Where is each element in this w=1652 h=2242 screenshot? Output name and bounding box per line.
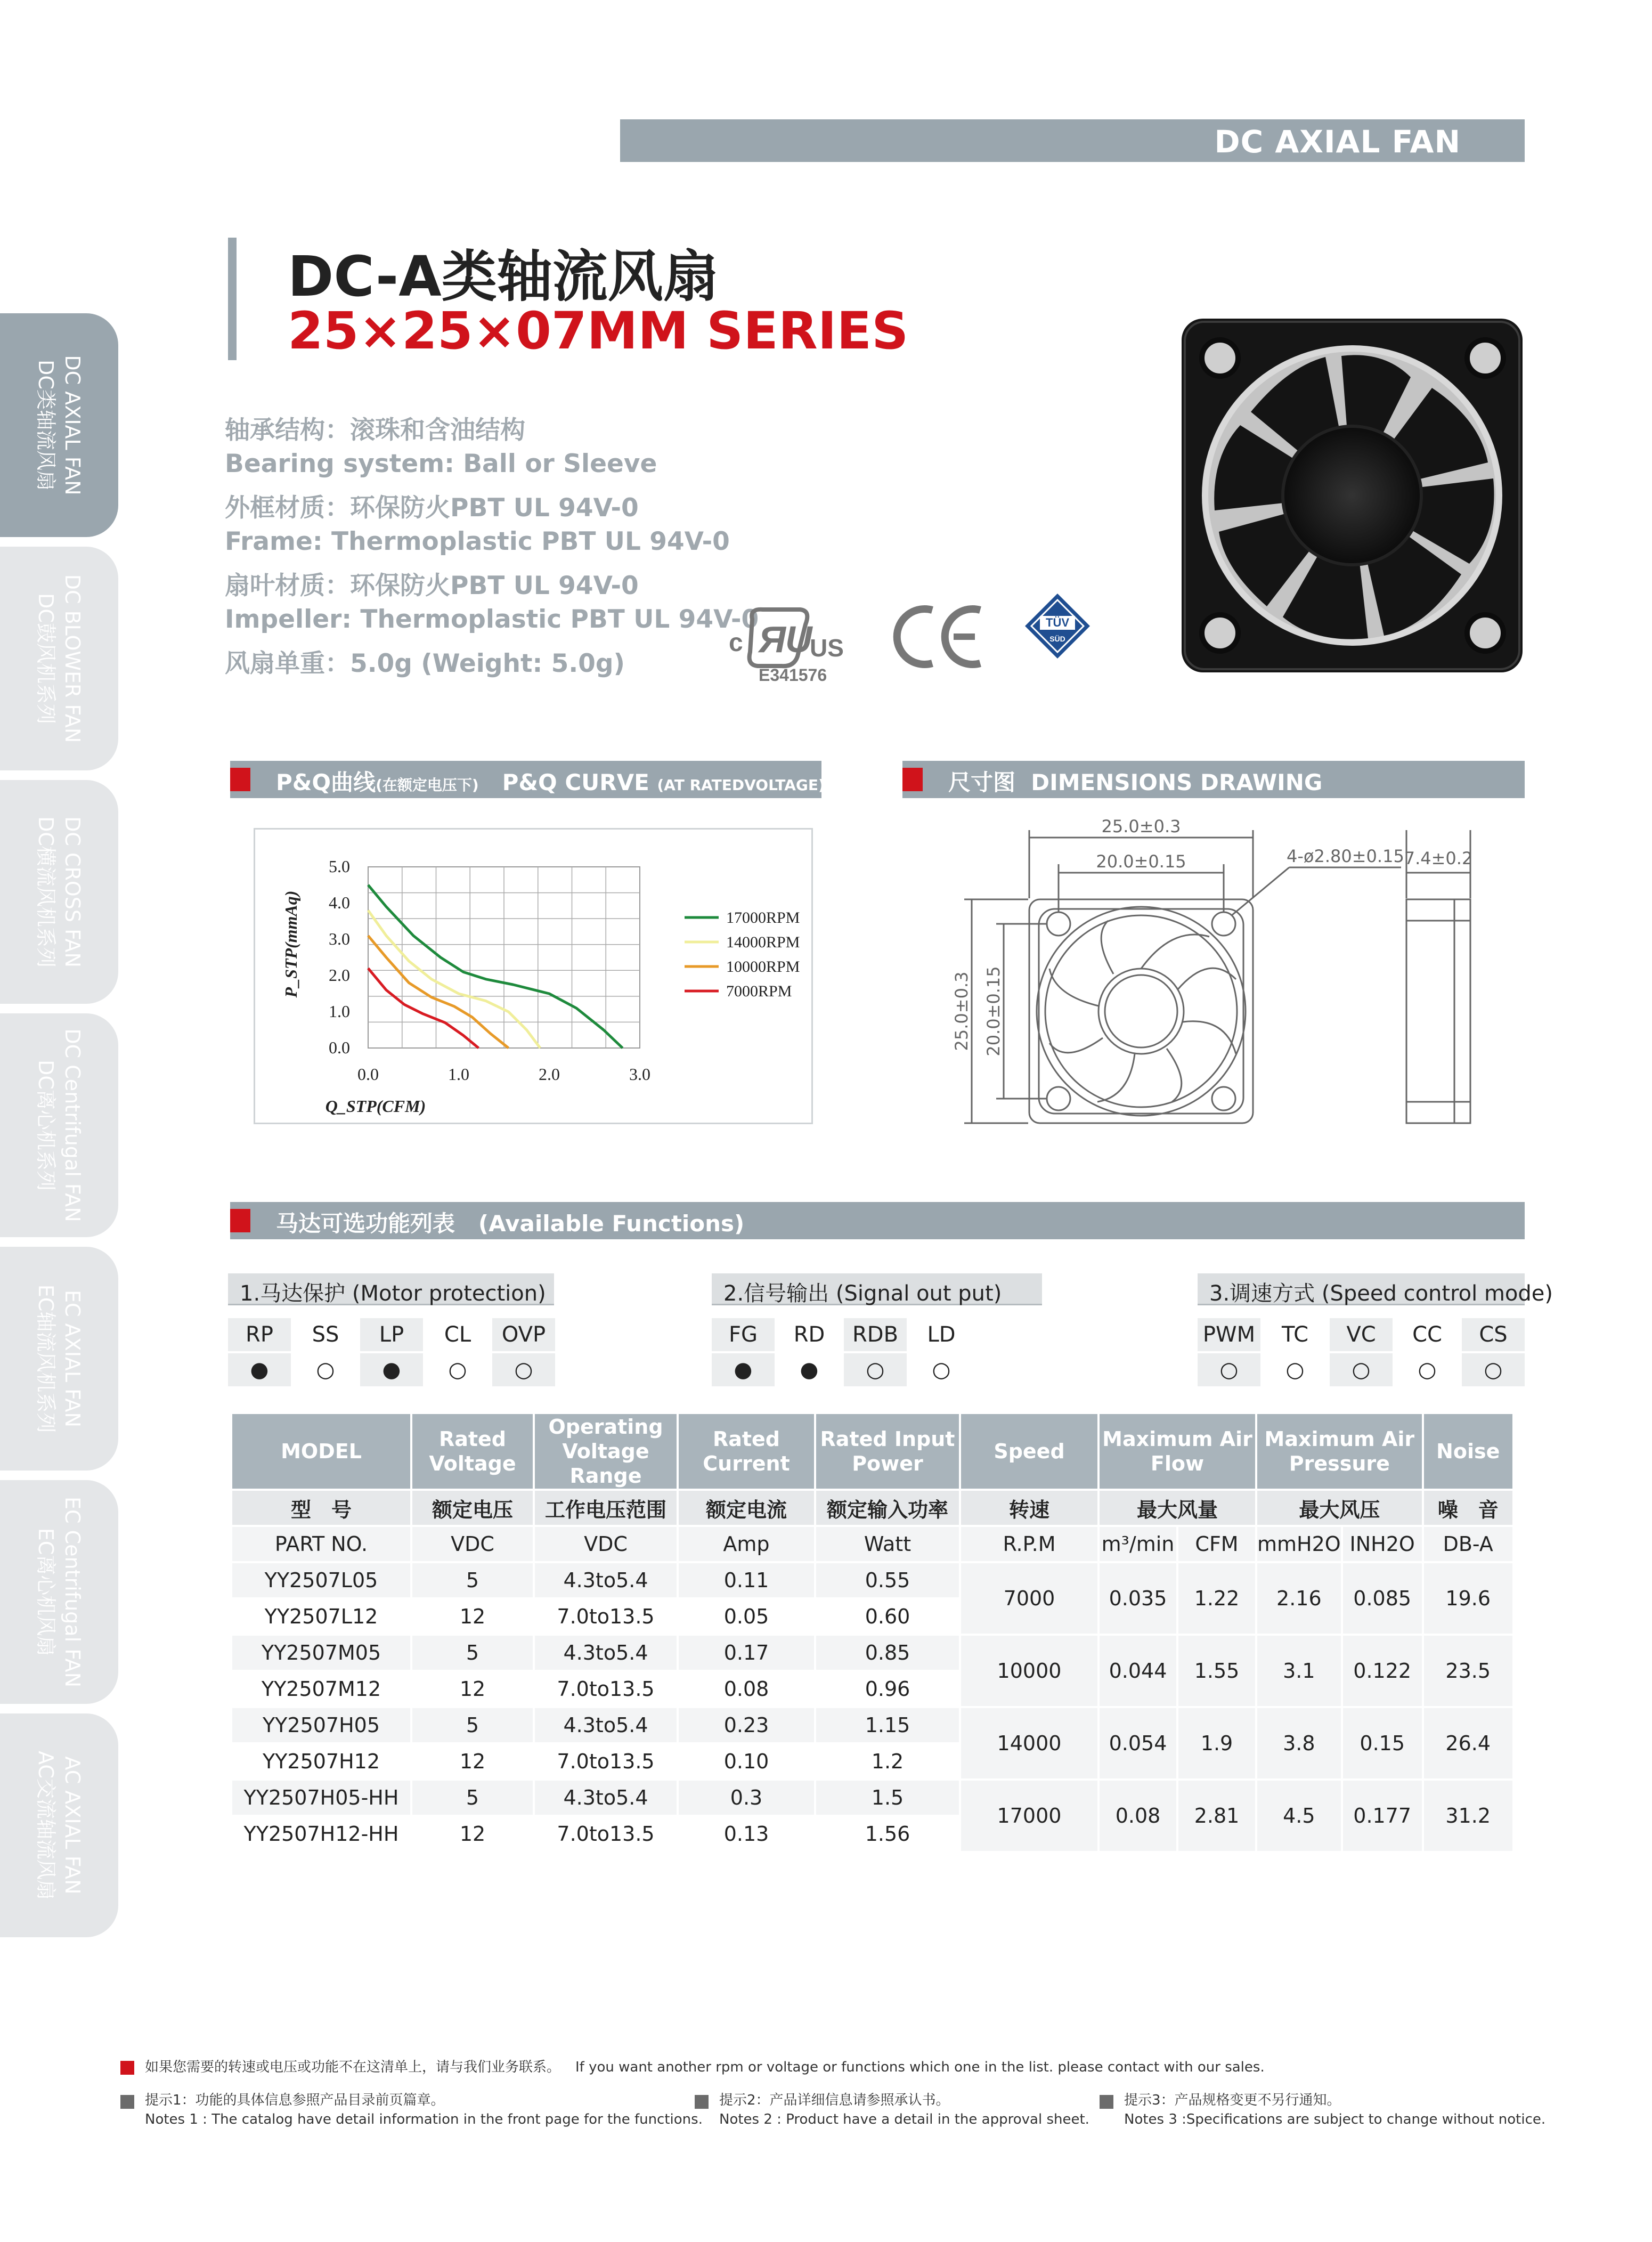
function-list-motor-protection <box>228 1318 558 1387</box>
x-tick-label: 3.0 <box>629 1065 650 1084</box>
series-line-14000rpm <box>368 911 540 1048</box>
function-indicator: ○ <box>932 1358 951 1382</box>
y-tick-label: 5.0 <box>329 857 350 876</box>
footer-red-marker <box>120 2061 134 2075</box>
column-header-cn: 最大风量 <box>1100 1491 1255 1525</box>
function-group-title: 2.信号输出 (Signal out put) <box>723 1281 1002 1306</box>
sidebar-tab-dc-blower[interactable] <box>0 547 118 770</box>
table-cell-merged: 10000 <box>961 1636 1097 1706</box>
x-tick-label: 1.0 <box>448 1065 469 1084</box>
table-cell-merged: 0.177 <box>1343 1781 1422 1851</box>
table-cell-merged: 2.16 <box>1257 1563 1341 1634</box>
spec-table <box>230 1412 1515 1853</box>
column-header-cn: 工作电压范围 <box>535 1491 677 1525</box>
table-row <box>232 1636 1512 1670</box>
table-cell-merged: 7000 <box>961 1563 1097 1634</box>
function-code: RP <box>228 1318 291 1351</box>
function-group-motor-protection <box>228 1273 554 1305</box>
function-indicator: ○ <box>1330 1353 1393 1386</box>
sidebar-tab-dc-axial[interactable] <box>0 313 118 537</box>
sidebar-tab-label-cn: DC类轴流风扇 <box>34 360 58 491</box>
table-cell: 0.23 <box>679 1708 814 1742</box>
note-3-en: Notes 3 :Specifications are subject to change without notice. <box>1124 2111 1546 2127</box>
ul-recognized-icon <box>726 603 880 683</box>
table-cell: 0.3 <box>679 1781 814 1815</box>
spec-line: 风扇单重：5.0g (Weight: 5.0g) <box>225 649 625 678</box>
table-cell: 1.2 <box>816 1744 959 1778</box>
function-indicator: ○ <box>316 1358 335 1382</box>
function-code: CL <box>444 1322 471 1347</box>
section-title-pq: P&Q曲线(在额定电压下) P&Q CURVE (AT RATEDVOLTAGE) <box>276 769 825 795</box>
unit-cell: R.P.M <box>961 1527 1097 1561</box>
function-indicator: ○ <box>492 1353 555 1386</box>
section-marker <box>902 768 923 791</box>
table-cell-merged: 0.122 <box>1343 1636 1422 1706</box>
spec-line: 外框材质：环保防火PBT UL 94V-0 <box>225 493 639 523</box>
sidebar-tab-label-cn: EC离心机风扇 <box>34 1528 58 1656</box>
column-header: Operating Voltage Range <box>535 1414 677 1489</box>
table-cell: 7.0to13.5 <box>535 1817 677 1851</box>
y-tick-label: 4.0 <box>329 893 350 912</box>
sidebar-tab-label-cn: DC横流风机系列 <box>34 816 58 968</box>
table-cell: 1.5 <box>816 1781 959 1815</box>
ul-file-number: E341576 <box>759 665 827 685</box>
note-marker <box>695 2095 709 2109</box>
function-code: TC <box>1281 1322 1309 1347</box>
unit-cell: Amp <box>679 1527 814 1561</box>
note-marker <box>1100 2095 1113 2109</box>
table-cell: 1.15 <box>816 1708 959 1742</box>
x-axis-label: Q_STP(CFM) <box>325 1096 426 1116</box>
sidebar-tab-dc-centrifugal[interactable] <box>0 1013 118 1237</box>
note-2-cn: 提示2：产品详细信息请参照承认书。 <box>719 2092 950 2108</box>
table-row <box>232 1781 1512 1815</box>
function-indicator: ● <box>360 1353 423 1386</box>
function-list-signal-output <box>712 1318 978 1387</box>
table-cell: 12 <box>412 1599 533 1634</box>
function-indicator: ● <box>800 1358 819 1382</box>
sidebar-tab-ac-axial[interactable] <box>0 1713 118 1937</box>
function-group-title: 3.调速方式 (Speed control mode) <box>1209 1281 1553 1306</box>
function-indicator: ○ <box>844 1353 907 1386</box>
function-indicator: ○ <box>448 1358 467 1382</box>
unit-cell: VDC <box>412 1527 533 1561</box>
table-cell: 12 <box>412 1672 533 1706</box>
y-tick-label: 2.0 <box>329 965 350 985</box>
sidebar-tab-label-cn: EC轴流风机系列 <box>34 1284 58 1433</box>
dim-thickness: 7.4±0.2 <box>1404 848 1473 868</box>
table-cell: 5 <box>412 1781 533 1815</box>
table-cell: 0.55 <box>816 1563 959 1597</box>
page-title: DC-A类轴流风扇 <box>288 244 719 309</box>
table-cell-merged: 0.035 <box>1100 1563 1176 1634</box>
sidebar-tab-dc-cross[interactable] <box>0 780 118 1004</box>
column-header-cn: 额定输入功率 <box>816 1491 959 1525</box>
function-indicator: ● <box>712 1353 775 1386</box>
x-tick-label: 2.0 <box>539 1065 560 1084</box>
sidebar-tab-label: EC AXIAL FAN <box>61 1290 84 1427</box>
footer-contact-en: If you want another rpm or voltage or functions which one in the list. please contact with our sales. <box>575 2059 1265 2075</box>
spec-line: 轴承结构：滚珠和含油结构 <box>225 416 525 445</box>
spec-line: Impeller: Thermoplastic PBT UL 94V-0 <box>225 605 759 634</box>
table-cell: YY2507H05 <box>232 1708 410 1742</box>
spec-line: 扇叶材质：环保防火PBT UL 94V-0 <box>225 571 639 600</box>
dim-hole-pitch: 20.0±0.15 <box>1096 851 1186 872</box>
dim-outer-height: 25.0±0.3 <box>951 971 972 1051</box>
table-cell: 1.56 <box>816 1817 959 1851</box>
table-cell-merged: 17000 <box>961 1781 1097 1851</box>
function-group-speed-control <box>1198 1273 1553 1306</box>
sidebar-tab-label-cn: DC鼓风机系列 <box>34 593 58 724</box>
note-1-en: Notes 1 : The catalog have detail information in the front page for the functions. <box>145 2111 703 2127</box>
unit-cell: Watt <box>816 1527 959 1561</box>
table-cell-merged: 0.15 <box>1343 1708 1422 1778</box>
table-cell: 4.3to5.4 <box>535 1708 677 1742</box>
legend-label: 7000RPM <box>726 982 792 1000</box>
dimension-drawing <box>951 816 1502 1139</box>
ul-c-text: c <box>729 629 743 657</box>
table-cell: 5 <box>412 1708 533 1742</box>
table-cell-merged: 26.4 <box>1424 1708 1512 1778</box>
table-cell: 0.05 <box>679 1599 814 1634</box>
function-indicator: ○ <box>1418 1358 1437 1382</box>
table-cell-merged: 3.8 <box>1257 1708 1341 1778</box>
legend-label: 14000RPM <box>726 933 800 951</box>
table-cell: 0.11 <box>679 1563 814 1597</box>
table-cell-merged: 1.55 <box>1178 1636 1255 1706</box>
table-row <box>232 1563 1512 1597</box>
sidebar-tab-label: DC CROSS FAN <box>61 816 84 968</box>
function-group-signal-output <box>712 1273 1042 1305</box>
pq-chart <box>255 830 811 1123</box>
table-cell: 0.85 <box>816 1636 959 1670</box>
column-header: Rated Current <box>679 1414 814 1489</box>
note-marker <box>120 2095 134 2109</box>
function-code: VC <box>1330 1318 1393 1351</box>
table-row <box>232 1708 1512 1742</box>
table-cell: 0.17 <box>679 1636 814 1670</box>
table-cell: 12 <box>412 1744 533 1778</box>
y-tick-label: 0.0 <box>329 1038 350 1057</box>
spec-line: Frame: Thermoplastic PBT UL 94V-0 <box>225 527 730 556</box>
dim-pitch-height: 20.0±0.15 <box>983 966 1004 1057</box>
unit-cell: VDC <box>535 1527 677 1561</box>
table-cell-merged: 0.054 <box>1100 1708 1176 1778</box>
section-header-dimensions <box>902 761 1525 798</box>
note-2-en: Notes 2 : Product have a detail in the approval sheet. <box>719 2111 1089 2127</box>
sidebar-tab-ec-centrifugal[interactable] <box>0 1480 118 1704</box>
function-code: OVP <box>492 1318 555 1351</box>
table-cell: 5 <box>412 1636 533 1670</box>
footer-contact-cn: 如果您需要的转速或电压或功能不在这清单上，请与我们业务联系。 <box>145 2059 561 2075</box>
column-header: Rated Voltage <box>412 1414 533 1489</box>
tuv-text: TÜV <box>1046 616 1069 629</box>
fan-product-image <box>1182 319 1523 672</box>
table-cell: 4.3to5.4 <box>535 1781 677 1815</box>
table-unit-row <box>232 1527 1512 1561</box>
unit-cell: mmH2O <box>1257 1527 1341 1561</box>
function-indicator: ○ <box>1462 1353 1525 1386</box>
dim-holes: 4-ø2.80±0.15 <box>1287 846 1404 866</box>
column-header: Noise <box>1424 1414 1512 1489</box>
section-title-functions: 马达可选功能列表 (Available Functions) <box>276 1211 745 1237</box>
table-cell: YY2507H05-HH <box>232 1781 410 1815</box>
ul-letters-2: U <box>785 619 812 660</box>
table-cell-merged: 1.9 <box>1178 1708 1255 1778</box>
table-cell-merged: 14000 <box>961 1708 1097 1778</box>
sidebar-tab-label: AC AXIAL FAN <box>61 1756 84 1895</box>
legend-label: 10000RPM <box>726 958 800 976</box>
table-cell: 5 <box>412 1563 533 1597</box>
y-axis-label: P_STP(mmAq) <box>281 890 300 998</box>
table-cell: 7.0to13.5 <box>535 1744 677 1778</box>
function-code: RDB <box>844 1318 907 1351</box>
function-indicator: ○ <box>1285 1358 1305 1382</box>
pq-chart-frame <box>254 828 813 1124</box>
column-header-cn: 转速 <box>961 1491 1097 1525</box>
column-header-cn: 额定电压 <box>412 1491 533 1525</box>
unit-cell: INH2O <box>1343 1527 1422 1561</box>
table-cell-merged: 1.22 <box>1178 1563 1255 1634</box>
table-body <box>232 1563 1512 1851</box>
section-marker <box>230 768 250 791</box>
function-code: LD <box>927 1322 956 1347</box>
table-cell: 0.60 <box>816 1599 959 1634</box>
table-cell: 7.0to13.5 <box>535 1599 677 1634</box>
series-title: 25×25×07MM SERIES <box>288 301 909 361</box>
table-cell-merged: 4.5 <box>1257 1781 1341 1851</box>
sidebar-tab-label: DC Centrifugal FAN <box>61 1028 84 1222</box>
table-cell: 0.10 <box>679 1744 814 1778</box>
column-header: MODEL <box>232 1414 410 1489</box>
table-cell: 0.08 <box>679 1672 814 1706</box>
table-cell: YY2507L12 <box>232 1599 410 1634</box>
function-code: CS <box>1462 1318 1525 1351</box>
column-header: Maximum Air Pressure <box>1257 1414 1422 1489</box>
function-code: RD <box>793 1322 825 1347</box>
function-list-speed-control <box>1198 1318 1528 1387</box>
sidebar-tab-label: EC Centrifugal FAN <box>61 1497 84 1687</box>
table-cell-merged: 0.085 <box>1343 1563 1422 1634</box>
table-cell-merged: 0.044 <box>1100 1636 1176 1706</box>
table-cell: 4.3to5.4 <box>535 1636 677 1670</box>
function-code: LP <box>360 1318 423 1351</box>
banner-title: DC AXIAL FAN <box>1214 124 1461 160</box>
table-cell: 7.0to13.5 <box>535 1672 677 1706</box>
sidebar-tab-ec-axial[interactable] <box>0 1247 118 1471</box>
top-banner <box>620 119 1525 162</box>
function-code: SS <box>312 1322 339 1347</box>
table-cell: 4.3to5.4 <box>535 1563 677 1597</box>
title-accent-bar <box>228 238 237 360</box>
column-header-cn: 型 号 <box>232 1491 410 1525</box>
table-cell: 0.13 <box>679 1817 814 1851</box>
column-header-cn: 最大风压 <box>1257 1491 1422 1525</box>
table-cell: YY2507M05 <box>232 1636 410 1670</box>
tuv-sud-icon <box>1024 592 1091 660</box>
unit-cell: CFM <box>1178 1527 1255 1561</box>
section-header-pq <box>230 761 825 798</box>
series-line-17000rpm <box>368 885 623 1048</box>
unit-cell: PART NO. <box>232 1527 410 1561</box>
table-header-row <box>232 1414 1512 1489</box>
x-tick-label: 0.0 <box>357 1065 379 1084</box>
function-code: PWM <box>1198 1318 1260 1351</box>
y-tick-label: 3.0 <box>329 929 350 948</box>
ul-us-text: US <box>810 634 844 662</box>
table-cell-merged: 3.1 <box>1257 1636 1341 1706</box>
table-cell: 12 <box>412 1817 533 1851</box>
sidebar-tab-label-cn: DC离心机系列 <box>34 1060 58 1191</box>
function-indicator: ● <box>228 1353 291 1386</box>
column-header-cn: 噪 音 <box>1424 1491 1512 1525</box>
unit-cell: m³/min <box>1100 1527 1176 1561</box>
table-cell: YY2507H12 <box>232 1744 410 1778</box>
table-cell-merged: 23.5 <box>1424 1636 1512 1706</box>
table-cell: YY2507H12-HH <box>232 1817 410 1851</box>
spec-line: Bearing system: Ball or Sleeve <box>225 449 657 478</box>
column-header: Maximum Air Flow <box>1100 1414 1255 1489</box>
table-cell-merged: 31.2 <box>1424 1781 1512 1851</box>
sidebar-tab-label: DC AXIAL FAN <box>61 355 84 495</box>
sud-text: SÜD <box>1049 635 1065 643</box>
section-title-dimensions: 尺寸图 DIMENSIONS DRAWING <box>948 769 1323 795</box>
y-tick-label: 1.0 <box>329 1002 350 1021</box>
series-line-7000rpm <box>368 968 478 1048</box>
note-3-cn: 提示3：产品规格变更不另行通知。 <box>1124 2092 1341 2108</box>
unit-cell: DB-A <box>1424 1527 1512 1561</box>
table-cell: YY2507M12 <box>232 1672 410 1706</box>
column-header: Speed <box>961 1414 1097 1489</box>
sidebar-tab-label: DC BLOWER FAN <box>61 574 84 743</box>
ce-mark-icon <box>895 602 991 671</box>
function-indicator: ○ <box>1198 1353 1260 1386</box>
table-cell-merged: 2.81 <box>1178 1781 1255 1851</box>
dim-outer-width: 25.0±0.3 <box>1101 816 1181 836</box>
function-group-title: 1.马达保护 (Motor protection) <box>240 1281 546 1306</box>
table-cell-merged: 0.08 <box>1100 1781 1176 1851</box>
column-header: Rated Input Power <box>816 1414 959 1489</box>
table-cell: 0.96 <box>816 1672 959 1706</box>
sidebar-tab-label-cn: AC交流轴流风扇 <box>34 1751 58 1900</box>
table-cell-merged: 19.6 <box>1424 1563 1512 1634</box>
legend-label: 17000RPM <box>726 909 800 927</box>
column-header-cn: 额定电流 <box>679 1491 814 1525</box>
function-code: FG <box>712 1318 775 1351</box>
table-cell: YY2507L05 <box>232 1563 410 1597</box>
note-1-cn: 提示1：功能的具体信息参照产品目录前页篇章。 <box>145 2092 445 2108</box>
ul-letters: Я <box>759 619 786 660</box>
section-header-functions <box>230 1202 1525 1239</box>
section-marker <box>230 1209 250 1232</box>
table-header-cn-row <box>232 1491 1512 1525</box>
function-code: CC <box>1412 1322 1442 1347</box>
